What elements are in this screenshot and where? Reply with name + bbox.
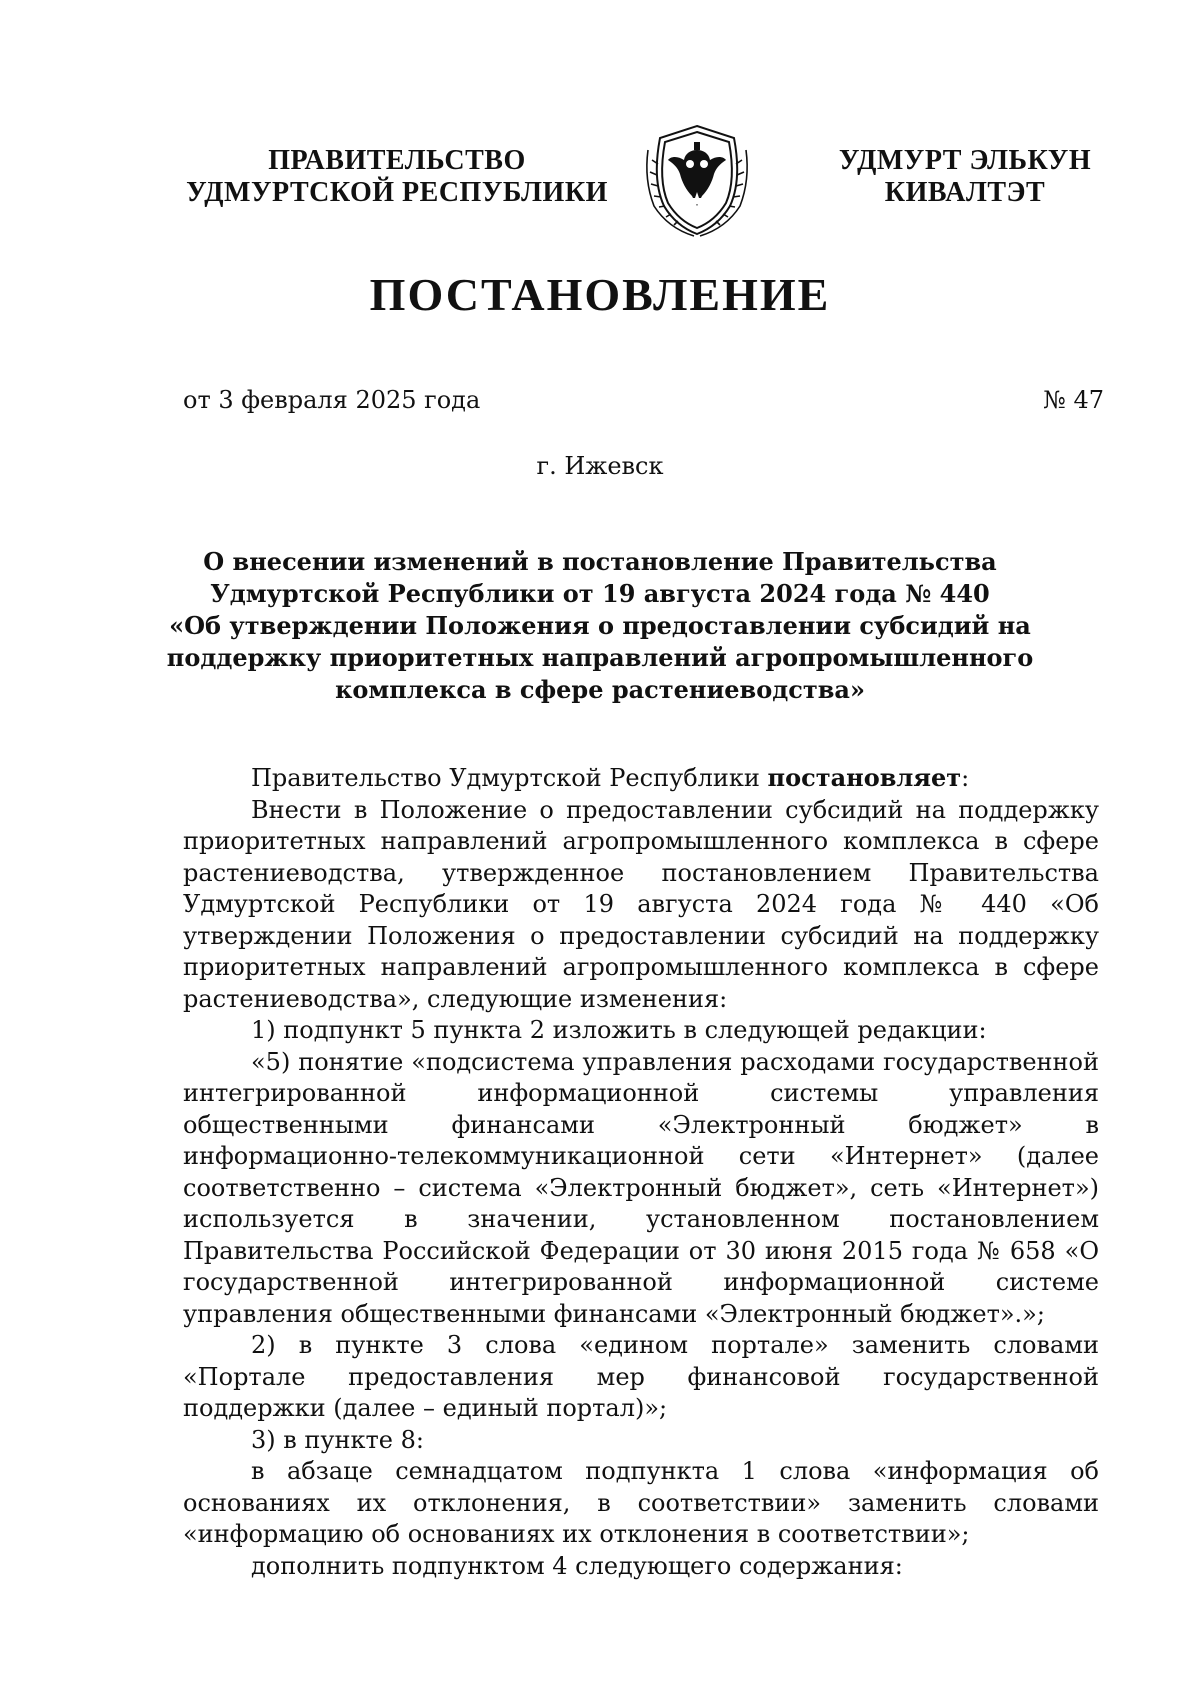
resolution-lead bbox=[183, 762, 1099, 795]
document-body bbox=[183, 762, 1099, 1582]
subject-line: поддержку приоритетных направлений агропромышленного bbox=[166, 643, 1034, 672]
issuer-russian-line1: ПРАВИТЕЛЬСТВО bbox=[268, 145, 526, 176]
body-paragraph: Внести в Положение о предоставлении субсидий на поддержку приоритетных направлений агропромышленного комплекса в сфере растениеводства, утвержденное постановлением Правительства Удмуртской Республики от 19 августа 2024 года № 440 «Об утверждении Положения о предоставлении субсидий на поддержку приоритетных направлений агропромышленного комплекса в сфере растениеводства», следующие изменения: bbox=[183, 795, 1099, 1013]
issuer-udmurt-line1: УДМУРТ ЭЛЬКУН bbox=[838, 145, 1092, 176]
issuer-russian-line2: УДМУРТСКОЙ РЕСПУБЛИКИ bbox=[186, 177, 608, 208]
lead-verb: постановляет bbox=[767, 763, 962, 792]
issuer-udmurt-line2: КИВАЛТЭТ bbox=[884, 177, 1046, 208]
lead-suffix: : bbox=[961, 764, 970, 792]
subject-line: комплекса в сфере растениеводства» bbox=[335, 675, 865, 704]
subject-line: О внесении изменений в постановление Правительства bbox=[203, 547, 997, 576]
document-date: от 3 февраля 2025 года bbox=[183, 386, 481, 414]
body-paragraph: «5) понятие «подсистема управления расходами государственной интегрированной информационной системы управления общественными финансами «Электронный бюджет» в информационно-телекоммуникационной сети «Интернет» (далее соответственно – система «Электронный бюджет», сеть «Интернет») используется в значении, установленном постановлением Правительства Российской Федерации от 30 июня 2015 года № 658 «О государственной интегрированной информационной системе управления общественными финансами «Электронный бюджет».»; bbox=[183, 1047, 1099, 1328]
document-subject bbox=[0, 546, 1200, 706]
issuer-russian bbox=[182, 145, 612, 209]
body-paragraph: в абзаце семнадцатом подпункта 1 слова «информация об основаниях их отклонения, в соответствии» заменить словами «информацию об основаниях их отклонения в соответствии»; bbox=[183, 1457, 1099, 1548]
issuer-udmurt bbox=[815, 145, 1115, 209]
lead-prefix: Правительство Удмуртской Республики bbox=[251, 764, 768, 792]
document-type-title: ПОСТАНОВЛЕНИЕ bbox=[369, 269, 831, 320]
body-paragraph: дополнить подпунктом 4 следующего содержания: bbox=[251, 1551, 903, 1580]
subject-line: Удмуртской Республики от 19 августа 2024 года № 440 bbox=[210, 579, 990, 608]
body-paragraph: 3) в пункте 8: bbox=[251, 1425, 424, 1454]
subject-line: «Об утверждении Положения о предоставлении субсидий на bbox=[169, 611, 1031, 640]
body-paragraph: 2) в пункте 3 слова «едином портале» заменить словами «Портале предоставления мер финансовой государственной поддержки (далее – единый портал)»; bbox=[183, 1331, 1099, 1422]
body-paragraph: 1) подпункт 5 пункта 2 изложить в следующей редакции: bbox=[251, 1016, 987, 1044]
document-number: № 47 bbox=[1043, 386, 1104, 414]
coat-of-arms-icon bbox=[638, 120, 756, 238]
document-city: г. Ижевск bbox=[536, 452, 664, 480]
